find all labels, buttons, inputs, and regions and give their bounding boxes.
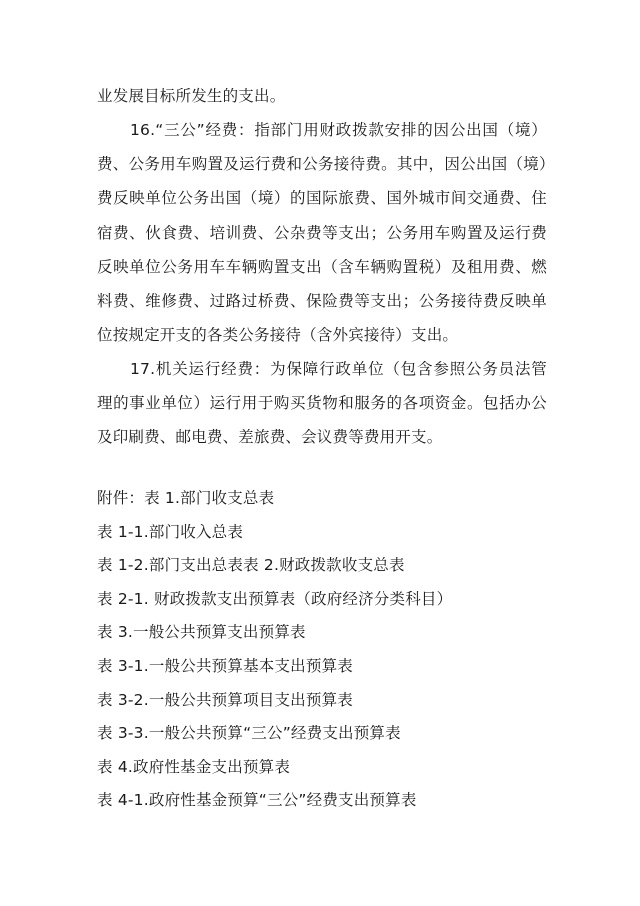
attachment-list — [97, 482, 557, 818]
paragraph-item-17-operating-expenses: 17.机关运行经费：为保障行政单位（包含参照公务员法管理的事业单位）运行用于购买货物和服务的各项资金。包括办公及印刷费、邮电费、差旅费、会议费等费用开支。 — [97, 360, 547, 447]
attachment-item: 表 1-2.部门支出总表表 2.财政拨款收支总表 — [97, 556, 405, 575]
attachment-item: 表 3-2.一般公共预算项目支出预算表 — [97, 690, 353, 709]
attachment-item: 表 3-3.一般公共预算“三公”经费支出预算表 — [97, 724, 401, 743]
attachment-item: 表 3.一般公共预算支出预算表 — [97, 623, 306, 642]
attachment-item: 表 2-1. 财政拨款支出预算表（政府经济分类科目） — [97, 589, 453, 608]
attachment-item: 表 4.政府性基金支出预算表 — [97, 757, 291, 776]
attachment-item: 表 4-1.政府性基金预算“三公”经费支出预算表 — [97, 791, 417, 810]
attachment-item: 表 3-1.一般公共预算基本支出预算表 — [97, 656, 353, 675]
attachment-item: 表 1-1.部门收入总表 — [97, 522, 244, 541]
paragraph-item-16-three-public-expenses: 16.“三公”经费：指部门用财政拨款安排的因公出国（境）费、公务用车购置及运行费和公务接待费。其中，因公出国（境）费反映单位公务出国（境）的国际旅费、国外城市间交通费、住宿费、伙食费、培训费、公杂费等支出；公务用车购置及运行费反映单位公务用车车辆购置支出（含车辆购置税）及租用费、燃料费、维修费、过路过桥费、保险费等支出；公务接待费反映单位按规定开支的各类公务接待（含外宾接待）支出。 — [97, 121, 547, 345]
paragraph-continuation: 业发展目标所发生的支出。 — [97, 87, 286, 105]
attachment-item: 附件：表 1.部门收支总表 — [97, 489, 275, 507]
